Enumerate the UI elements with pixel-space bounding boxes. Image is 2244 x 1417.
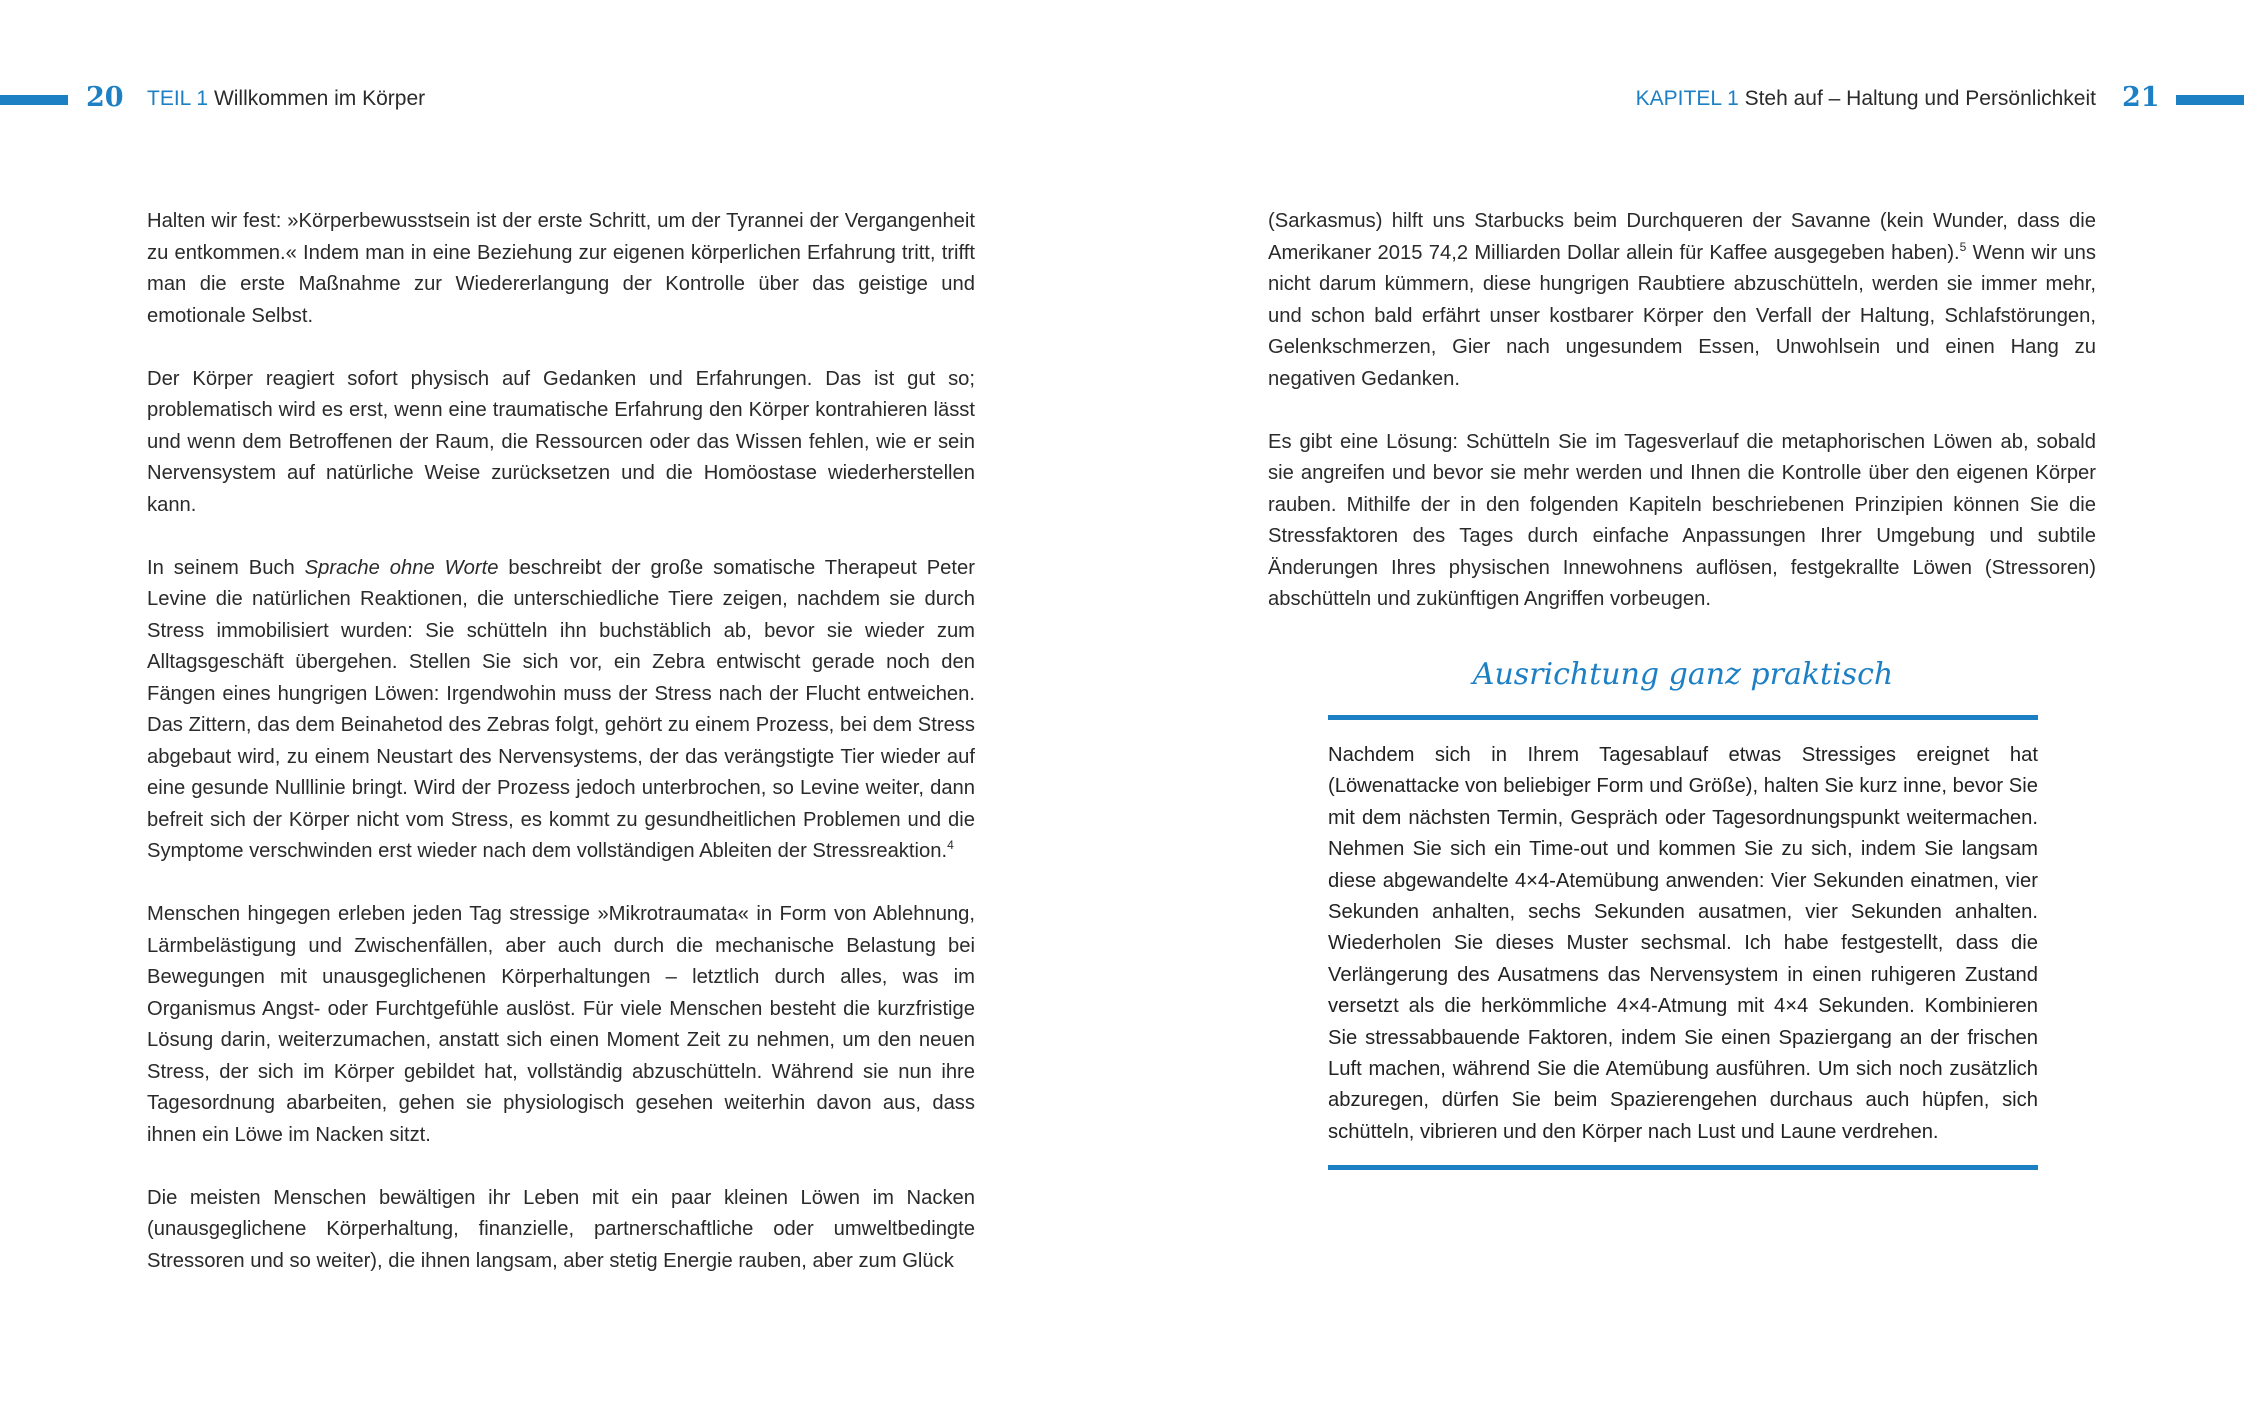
right-header-title: Steh auf – Haltung und Persönlichkeit (1744, 87, 2096, 110)
book-title: Sprache ohne Worte (304, 556, 499, 579)
practice-box-heading: Ausrichtung ganz praktisch (1472, 657, 1894, 692)
left-paragraph-3 (147, 553, 975, 868)
practice-box-top-rule (1328, 715, 2038, 720)
left-paragraph-4: Menschen hingegen erleben jeden Tag stressige »Mikrotraumata« in Form von Ablehnung, Lärmbelästigung und Zwischenfällen, aber auch durch die mechanische Belastung bei Bewegungen mit unausgeglichenen Körperhaltungen – letztlich durch alles, was im Organismus Angst- oder Furchtgefühle auslöst. Für viele Menschen besteht die kurzfristige Lösung darin, weiterzumachen, anstatt sich einen Moment Zeit zu nehmen, um den neuen Stress, der sich im Körper gebildet hat, vollständig abzuschütteln. Während sie nun ihre Tagesordnung abarbeiten, gehen sie physiologisch gesehen weiterhin davon aus, dass ihnen ein Löwe im Nacken sitzt. (147, 903, 975, 1146)
right-paragraph-2: Es gibt eine Lösung: Schütteln Sie im Tagesverlauf die metaphorischen Löwen ab, sobald sie angreifen und bevor sie mehr werden und Ihnen die Kontrolle über den eigenen Körper rauben. Mithilfe der in den folgenden Kapiteln beschriebenen Prinzipien können Sie die Stressfaktoren des Tages durch einfache Anpassungen Ihrer Umgebung und subtile Änderungen Ihres physischen Innewohnens auflösen, festgekrallte Löwen (Stressoren) abschütteln und zukünftigen Angriffen vorbeugen. (1268, 430, 2096, 610)
right-paragraph-1 (1268, 206, 2096, 395)
paragraph-text: Wenn wir uns nicht darum kümmern, diese hungrigen Raubtiere abzuschütteln, werden sie immer mehr, und schon bald erfährt unser kostbarer Körper den Verfall der Haltung, Schlafstörungen, Gelenkschmerzen, Gier nach ungesundem Essen, Unwohlsein und einen Hang zu negativen Gedanken. (1268, 241, 2096, 390)
left-running-header (147, 83, 425, 115)
left-paragraph-1: Halten wir fest: »Körperbewusstsein ist der erste Schritt, um der Tyrannei der Vergangenheit zu entkommen.« Indem man in eine Beziehung zur eigenen körperlichen Erfahrung tritt, trifft man die erste Maßnahme zur Wiedererlangung der Kontrolle über das geistige und emotionale Selbst. (147, 210, 975, 327)
left-accent-bar (0, 95, 68, 105)
left-page-number: 20 (86, 82, 124, 113)
right-header-part: KAPITEL 1 (1635, 87, 1739, 110)
practice-box-bottom-rule (1328, 1165, 2038, 1170)
practice-box-body (1328, 740, 2038, 1148)
footnote-ref-5[interactable]: 5 (1959, 239, 1967, 254)
left-paragraph-2: Der Körper reagiert sofort physisch auf Gedanken und Erfahrungen. Das ist gut so; problematisch wird es erst, wenn eine traumatische Erfahrung den Körper kontrahieren lässt und wenn dem Betroffenen der Raum, die Ressourcen oder das Wissen fehlen, wie er sein Nervensystem auf natürliche Weise zurücksetzen und die Homöostase wiederherstellen kann. (147, 367, 975, 516)
right-running-header (1636, 83, 2096, 115)
left-page-body (147, 206, 975, 1277)
left-header-title: Willkommen im Körper (213, 87, 426, 110)
footnote-ref-4[interactable]: 4 (947, 838, 954, 852)
left-header-part: TEIL 1 (147, 87, 209, 110)
right-accent-bar (2176, 95, 2244, 105)
left-paragraph-5: Die meisten Menschen bewältigen ihr Leben mit ein paar kleinen Löwen im Nacken (unausgeglichene Körperhaltung, finanzielle, partnerschaftliche oder umweltbedingte Stressoren und so weiter), die ihnen langsam, aber stetig Energie rauben, aber zum Glück (147, 1186, 975, 1272)
right-page-number: 21 (2122, 82, 2160, 113)
paragraph-text: (Sarkasmus) hilft uns Starbucks beim Durchqueren der Savanne (kein Wunder, dass die Amerikaner 2015 74,2 Milliarden Dollar allein für Kaffee ausgegeben haben). (1268, 210, 2096, 264)
practice-box-text: Nachdem sich in Ihrem Tagesablauf etwas Stressiges ereignet hat (Löwenattacke von beliebiger Form und Größe), halten Sie kurz inne, bevor Sie mit dem nächsten Termin, Gespräch oder Tagesordnungspunkt weitermachen. Nehmen Sie sich ein Time-out und kommen Sie zu sich, indem Sie langsam diese abgewandelte 4×4-Atemübung anwenden: Vier Sekunden einatmen, vier Sekunden anhalten, sechs Sekunden ausatmen, vier Sekunden anhalten. Wiederholen Sie dieses Muster sechsmal. Ich habe festgestellt, dass die Verlängerung des Ausatmens das Nervensystem in einen ruhigeren Zustand versetzt als die herkömmliche 4×4-Atmung mit 4×4 Sekunden. Kombinieren Sie stressabbauende Faktoren, indem Sie einen Spaziergang an der frischen Luft machen, während Sie die Atemübung ausführen. Um sich noch zusätzlich abzuregen, dürfen Sie beim Spazierengehen durchaus auch hüpfen, sich schütteln, vibrieren und den Körper nach Lust und Laune verdrehen. (1328, 744, 2038, 1143)
paragraph-text: In seinem Buch (147, 556, 305, 579)
right-page-body (1268, 206, 2096, 616)
paragraph-text: beschreibt der große somatische Therapeut Peter Levine die natürlichen Reaktionen, die unterschiedliche Tiere zeigen, nachdem sie durch Stress immobilisiert wurden: Sie schütteln ihn buchstäblich ab, bevor sie wieder zum Alltagsgeschäft übergehen. Stellen Sie sich vor, ein Zebra entwischt gerade noch den Fängen eines hungrigen Löwen: Irgendwohin muss der Stress nach der Flucht entweichen. Das Zittern, das dem Beinahetod des Zebras folgt, gehört zu einem Prozess, bei dem Stress abgebaut wird, zu einem Neustart des Nervensystems, der das verängstigte Tier wieder auf eine gesunde Nulllinie bringt. Wird der Prozess jedoch unterbrochen, so Levine weiter, dann befreit sich der Körper nicht vom Stress, es kommt zu gesundheitlichen Problemen und die Symptome verschwinden erst wieder nach dem vollständigen Ableiten der Stressreaktion. (147, 556, 975, 862)
